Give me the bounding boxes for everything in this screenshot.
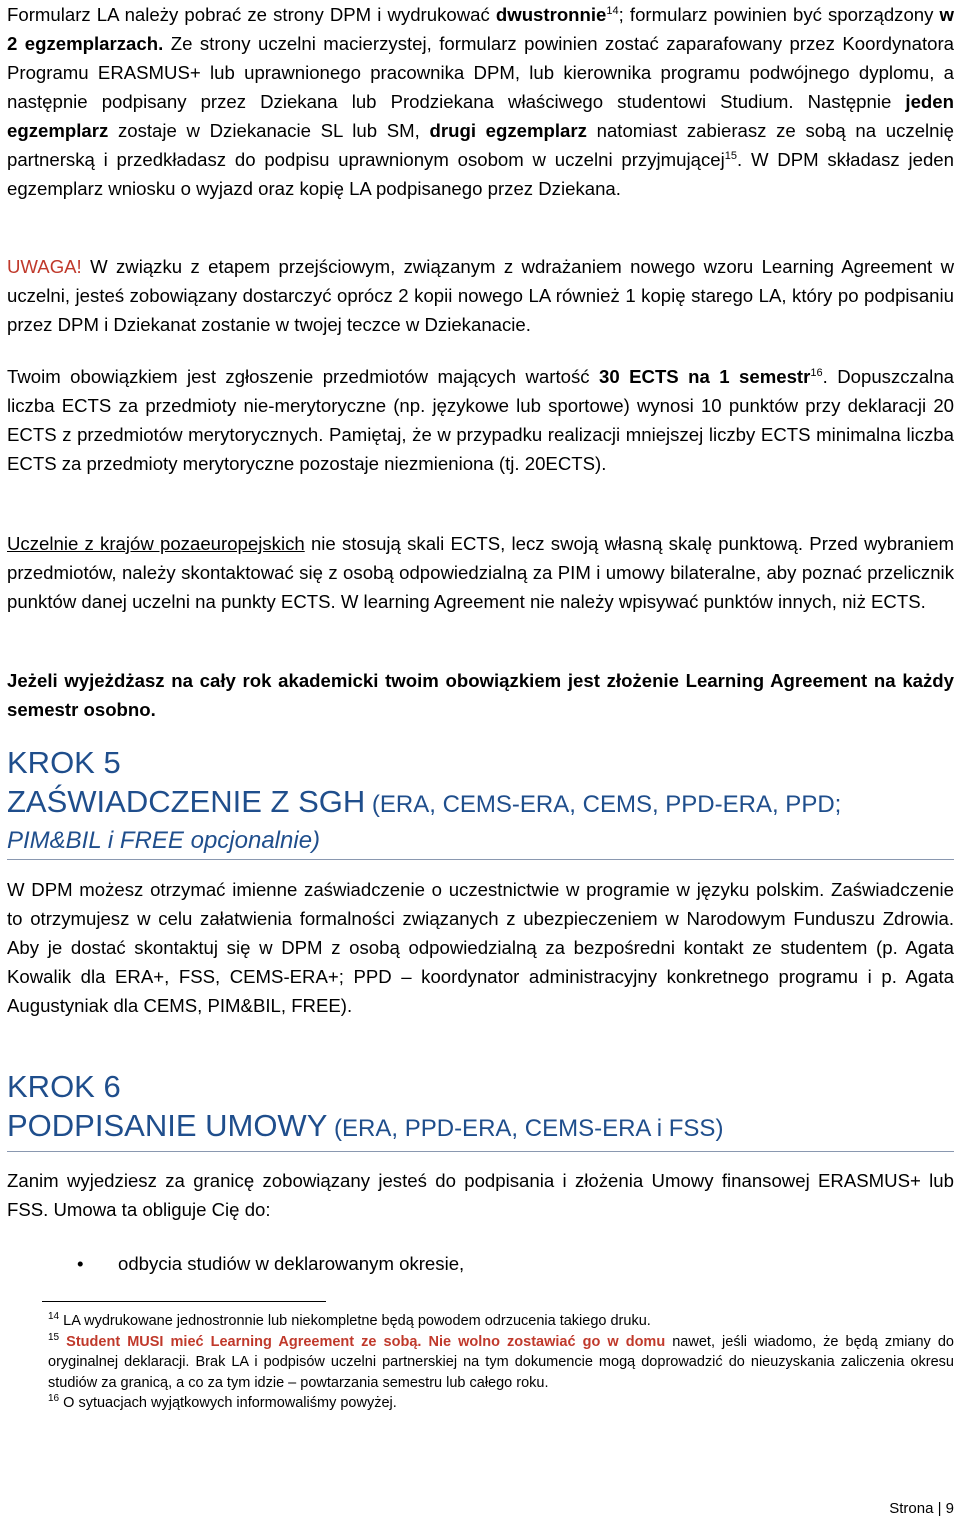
section-divider bbox=[7, 859, 954, 860]
krok-5-title: ZAŚWIADCZENIE Z SGH (ERA, CEMS-ERA, CEMS, PPD-ERA, PPD; bbox=[7, 784, 842, 819]
paragraph-zaswiadczenie: W DPM możesz otrzymać imienne zaświadczenie o uczestnictwie w programie w języku polskim. Zaświadczenie to otrzymujesz w celu załatwienia formalności związanych z ubezpieczeniem w Narodowym Funduszu Zdrowia. Aby je dostać skontaktuj się w DPM z osobą odpowiedzialną za bezpośredni kontakt ze studentem (p. Agata Kowalik dla ERA+, FSS, CEMS-ERA+; PPD – koordynator administracyjny konkretnego programu i p. Agata Augustyniak dla CEMS, PIM&BIL, FREE). bbox=[7, 879, 954, 1016]
uwaga-label: UWAGA! bbox=[7, 256, 82, 277]
bullet-icon: • bbox=[77, 1253, 84, 1274]
paragraph-umowa: Zanim wyjedziesz za granicę zobowiązany jesteś do podpisania i złożenia Umowy finansowej ERASMUS+ lub FSS. Umowa ta obliguje Cię do: bbox=[7, 1170, 954, 1220]
krok-6-title: PODPISANIE UMOWY (ERA, PPD-ERA, CEMS-ERA i FSS) bbox=[7, 1108, 724, 1143]
paragraph-full-year: Jeżeli wyjeżdżasz na cały rok akademicki twoim obowiązkiem jest złożenie Learning Agreement na każdy semestr osobno. bbox=[7, 670, 954, 720]
paragraph-ects: Twoim obowiązkiem jest zgłoszenie przedmiotów mających wartość 30 ECTS na 1 semestr$^{16}$. Dopuszczalna liczba ECTS za przedmioty nie-merytoryczne (np. językowe lub sportowe) wynosi 10 punktów przy deklaracji 20 ECTS z przedmiotów merytorycznych. Pamiętaj, że w przypadku realizacji mniejszej liczby ECTS minimalna liczba ECTS za przedmioty merytoryczne pozostaje niezmieniona (tj. 20ECTS). bbox=[7, 366, 954, 474]
footnote-16: $^{16}$ O sytuacjach wyjątkowych informowaliśmy powyżej. bbox=[48, 1393, 397, 1411]
krok-5-subtitle: PIM&BIL i FREE opcjonalnie) bbox=[7, 827, 321, 854]
krok-6-number: KROK 6 bbox=[7, 1069, 121, 1104]
section-krok-5 bbox=[7, 745, 954, 860]
paragraph-la-form: Formularz LA należy pobrać ze strony DPM i wydrukować dwustronnie$^{14}$; formularz powinien być sporządzony w 2 egzemplarzach. Ze strony uczelni macierzystej, formularz powinien zostać zaparafowany przez Koordynatora Programu ERASMUS+ lub uprawnionego pracownika DPM, lub kierownika programu podwójnego dyplomu, a następnie podpisany przez Dziekana lub Prodziekana właściwego studentowi Studium. Następnie jeden egzemplarz zostaje w Dziekanacie SL lub SM, drugi egzemplarz natomiast zabierasz ze sobą na uczelnię partnerską i przedkładasz do podpisu uprawnionym osobom w uczelni przyjmującej$^{15}$. W DPM składasz jeden egzemplarz wniosku o wyjazd oraz kopię LA podpisanego przez Dziekana. bbox=[7, 4, 955, 199]
paragraph-uwaga: UWAGA! W związku z etapem przejściowym, związanym z wdrażaniem nowego wzoru Learning Agreement w uczelni, jesteś zobowiązany dostarczyć oprócz 2 kopii nowego LA również 1 kopię starego LA, który po podpisaniu przez DPM i Dziekanat zostanie w twojej teczce w Dziekanacie. bbox=[7, 256, 954, 335]
footnote-14: $^{14}$ LA wydrukowane jednostronnie lub niekompletne będą powodem odrzucenia takiego druku. bbox=[48, 1311, 651, 1329]
krok-5-number: KROK 5 bbox=[7, 745, 121, 780]
section-divider bbox=[7, 1151, 954, 1152]
footnotes bbox=[48, 1311, 954, 1414]
footnote-15: $^{15}$ Student MUSI mieć Learning Agreement ze sobą. Nie wolno zostawiać go w domu nawet, jeśli wiadomo, że będą zmiany do oryginalnej deklaracji. Brak LA i podpisów uczelni partnerskiej na tym dokumencie mogą doprowadzić do nieuzyskania zaliczenia okresu studiów za granicą, a co za tym idzie – powtarzania semestru lub całego roku. bbox=[48, 1331, 954, 1391]
list-item: odbycia studiów w deklarowanym okresie, bbox=[118, 1253, 465, 1274]
page-number: Strona | 9 bbox=[889, 1500, 954, 1517]
footnote-divider bbox=[42, 1301, 326, 1302]
bullet-list bbox=[7, 1249, 954, 1278]
section-krok-6 bbox=[7, 1069, 954, 1152]
paragraph-non-european: Uczelnie z krajów pozaeuropejskich nie stosują skali ECTS, lecz swoją własną skalę punktową. Przed wybraniem przedmiotów, należy skontaktować się z osobą odpowiedzialną za PIM i umowy bilateralne, aby poznać przelicznik punktów danej uczelni na punkty ECTS. W learning Agreement nie należy wpisywać punktów innych, niż ECTS. bbox=[7, 533, 954, 612]
